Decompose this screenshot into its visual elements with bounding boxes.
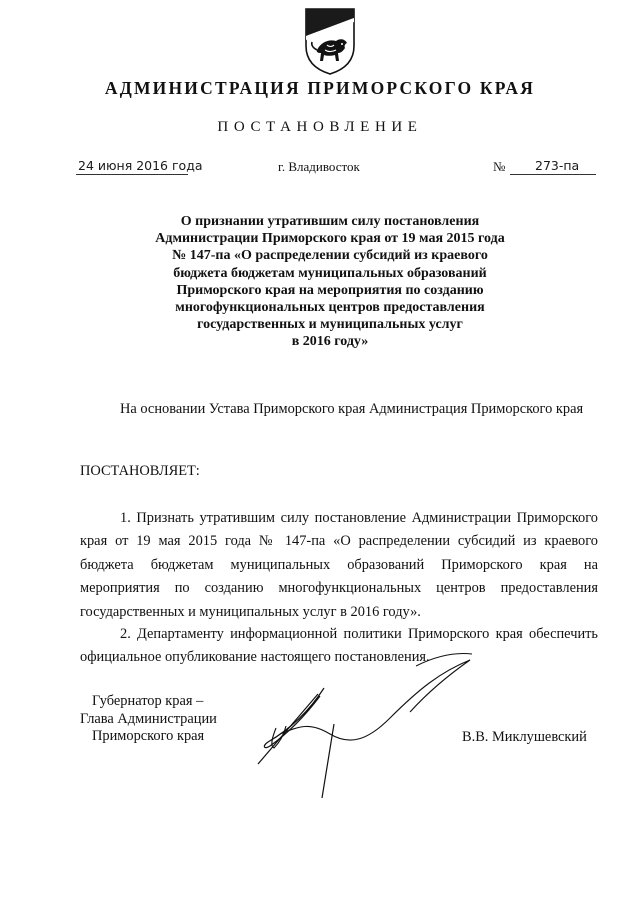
subject-line: в 2016 году» bbox=[291, 334, 369, 350]
decree-item-2: 2. Департаменту информационной политики Приморского края обеспечить официальное опубликование настоящего постановления. bbox=[80, 626, 598, 666]
document-number: 273-па bbox=[535, 158, 580, 173]
document-city: г. Владивосток bbox=[278, 159, 360, 174]
subject-line: многофункциональных центров предоставления bbox=[175, 300, 485, 316]
number-label: № bbox=[493, 159, 506, 174]
document-subject bbox=[100, 213, 560, 351]
subject-line: Приморского края на мероприятия по созданию bbox=[176, 282, 484, 298]
signatory-title bbox=[80, 693, 217, 746]
decree-item-1: 1. Признать утратившим силу постановление Администрации Приморского края от 19 мая 2015 года № 147-па «О распределении субсидий из краевого бюджета бюджетам муниципальных образований Приморского края на мероприятия по созданию многофункциональных центров предоставления государственных и муниципальных услуг в 2016 году». bbox=[80, 510, 598, 620]
signatory-title-line: Глава Администрации bbox=[80, 710, 217, 727]
signatory-name: В.В. Миклушевский bbox=[462, 729, 587, 745]
subject-line: О признании утратившим силу постановления bbox=[180, 214, 480, 229]
handwritten-signature bbox=[240, 630, 530, 800]
date-underline bbox=[76, 174, 188, 175]
subject-line: Администрации Приморского края от 19 мая 2015 года bbox=[155, 231, 505, 247]
number-underline bbox=[510, 174, 596, 175]
subject-line: бюджета бюджетам муниципальных образований bbox=[173, 265, 487, 281]
decree-heading: ПОСТАНОВЛЯЕТ: bbox=[80, 463, 200, 479]
document-type: ПОСТАНОВЛЕНИЕ bbox=[217, 119, 423, 135]
coat-of-arms-icon bbox=[303, 6, 357, 76]
subject-line: № 147-па «О распределении субсидий из краевого bbox=[172, 248, 488, 264]
signatory-title-line: Приморского края bbox=[92, 728, 205, 744]
signatory-title-line: Губернатор края – bbox=[92, 693, 204, 709]
document-date: 24 июня 2016 года bbox=[78, 158, 203, 173]
organization-title: АДМИНИСТРАЦИЯ ПРИМОРСКОГО КРАЯ bbox=[104, 78, 536, 98]
subject-line: государственных и муниципальных услуг bbox=[197, 317, 463, 333]
basis-paragraph: На основании Устава Приморского края Администрация Приморского края bbox=[120, 401, 584, 417]
